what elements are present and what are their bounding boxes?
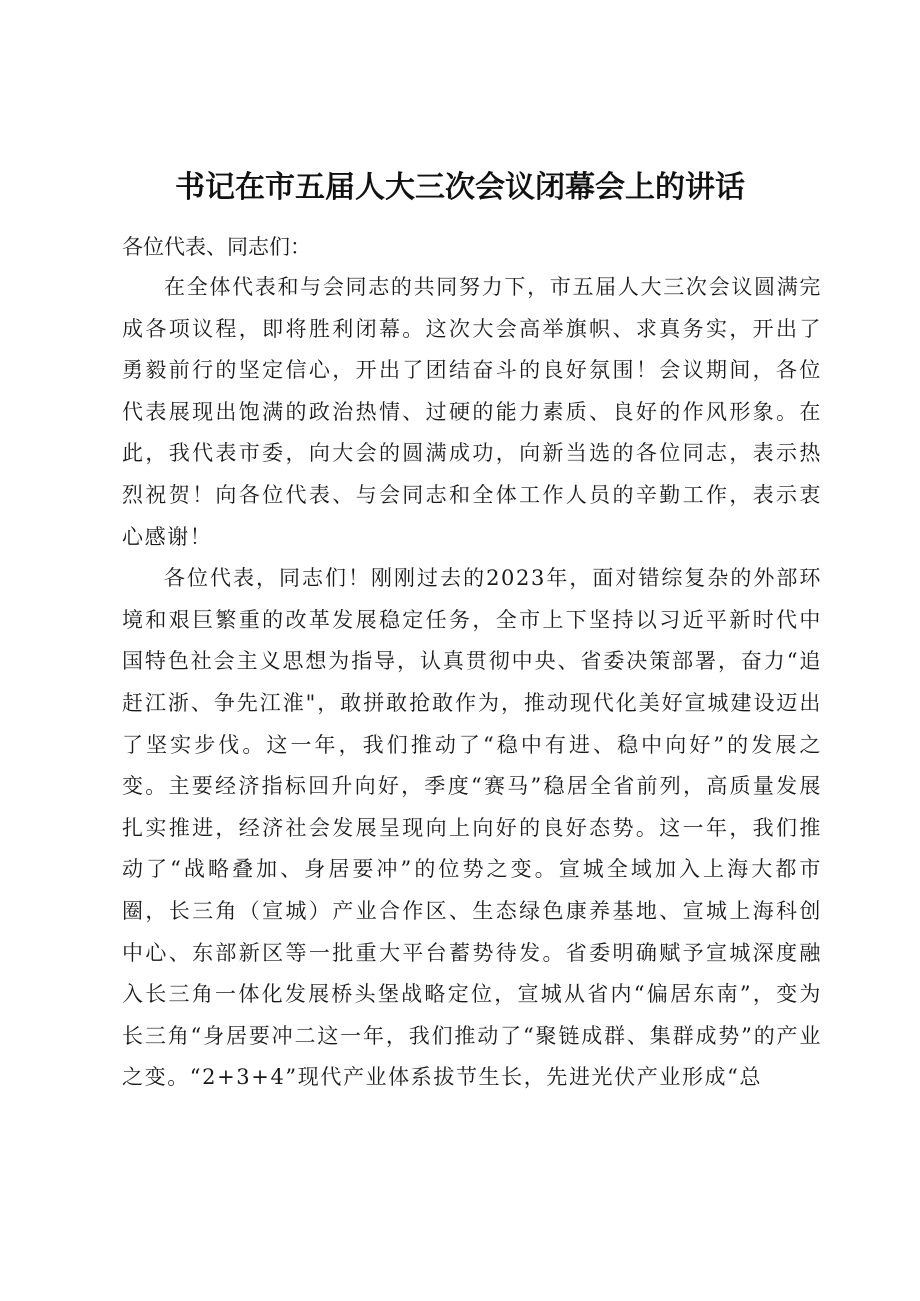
- salutation: 各位代表、同志们：: [122, 235, 311, 259]
- paragraph: 在全体代表和与会同志的共同努力下，市五届人大三次会议圆满完成各项议程，即将胜利闭幕。这次大会高举旗帜、求真务实，开出了勇毅前行的坚定信心，开出了团结奋斗的良好氛围！会议期间，各位代表展现出饱满的政治热情、过硬的能力素质、良好的作风形象。在此，我代表市委，向大会的圆满成功，向新当选的各位同志，表示热烈祝贺！向各位代表、与会同志和全体工作人员的辛勤工作，表示衷心感谢！: [122, 275, 822, 549]
- document-body: [122, 227, 822, 1099]
- document-title: 书记在市五届人大三次会议闭幕会上的讲话: [175, 170, 745, 205]
- paragraph: 各位代表，同志们！刚刚过去的2023年，面对错综复杂的外部环境和艰巨繁重的改革发展稳定任务，全市上下坚持以习近平新时代中国特色社会主义思想为指导，认真贯彻中央、省委决策部署，奋力“追赶江浙、争先江淮"，敢拼敢抢敢作为，推动现代化美好宣城建设迈出了坚实步伐。这一年，我们推动了“稳中有进、稳中向好”的发展之变。主要经济指标回升向好，季度“赛马”稳居全省前列，高质量发展扎实推进，经济社会发展呈现向上向好的良好态势。这一年，我们推动了“战略叠加、身居要冲”的位势之变。宣城全域加入上海大都市圈，长三角（宣城）产业合作区、生态绿色康养基地、宣城上海科创中心、东部新区等一批重大平台蓄势待发。省委明确赋予宣城深度融入长三角一体化发展桥头堡战略定位，宣城从省内“偏居东南”，变为长三角“身居要冲二这一年，我们推动了“聚链成群、集群成势”的产业之变。“2+3+4”现代产业体系拔节生长，先进光伏产业形成“总: [122, 566, 822, 1090]
